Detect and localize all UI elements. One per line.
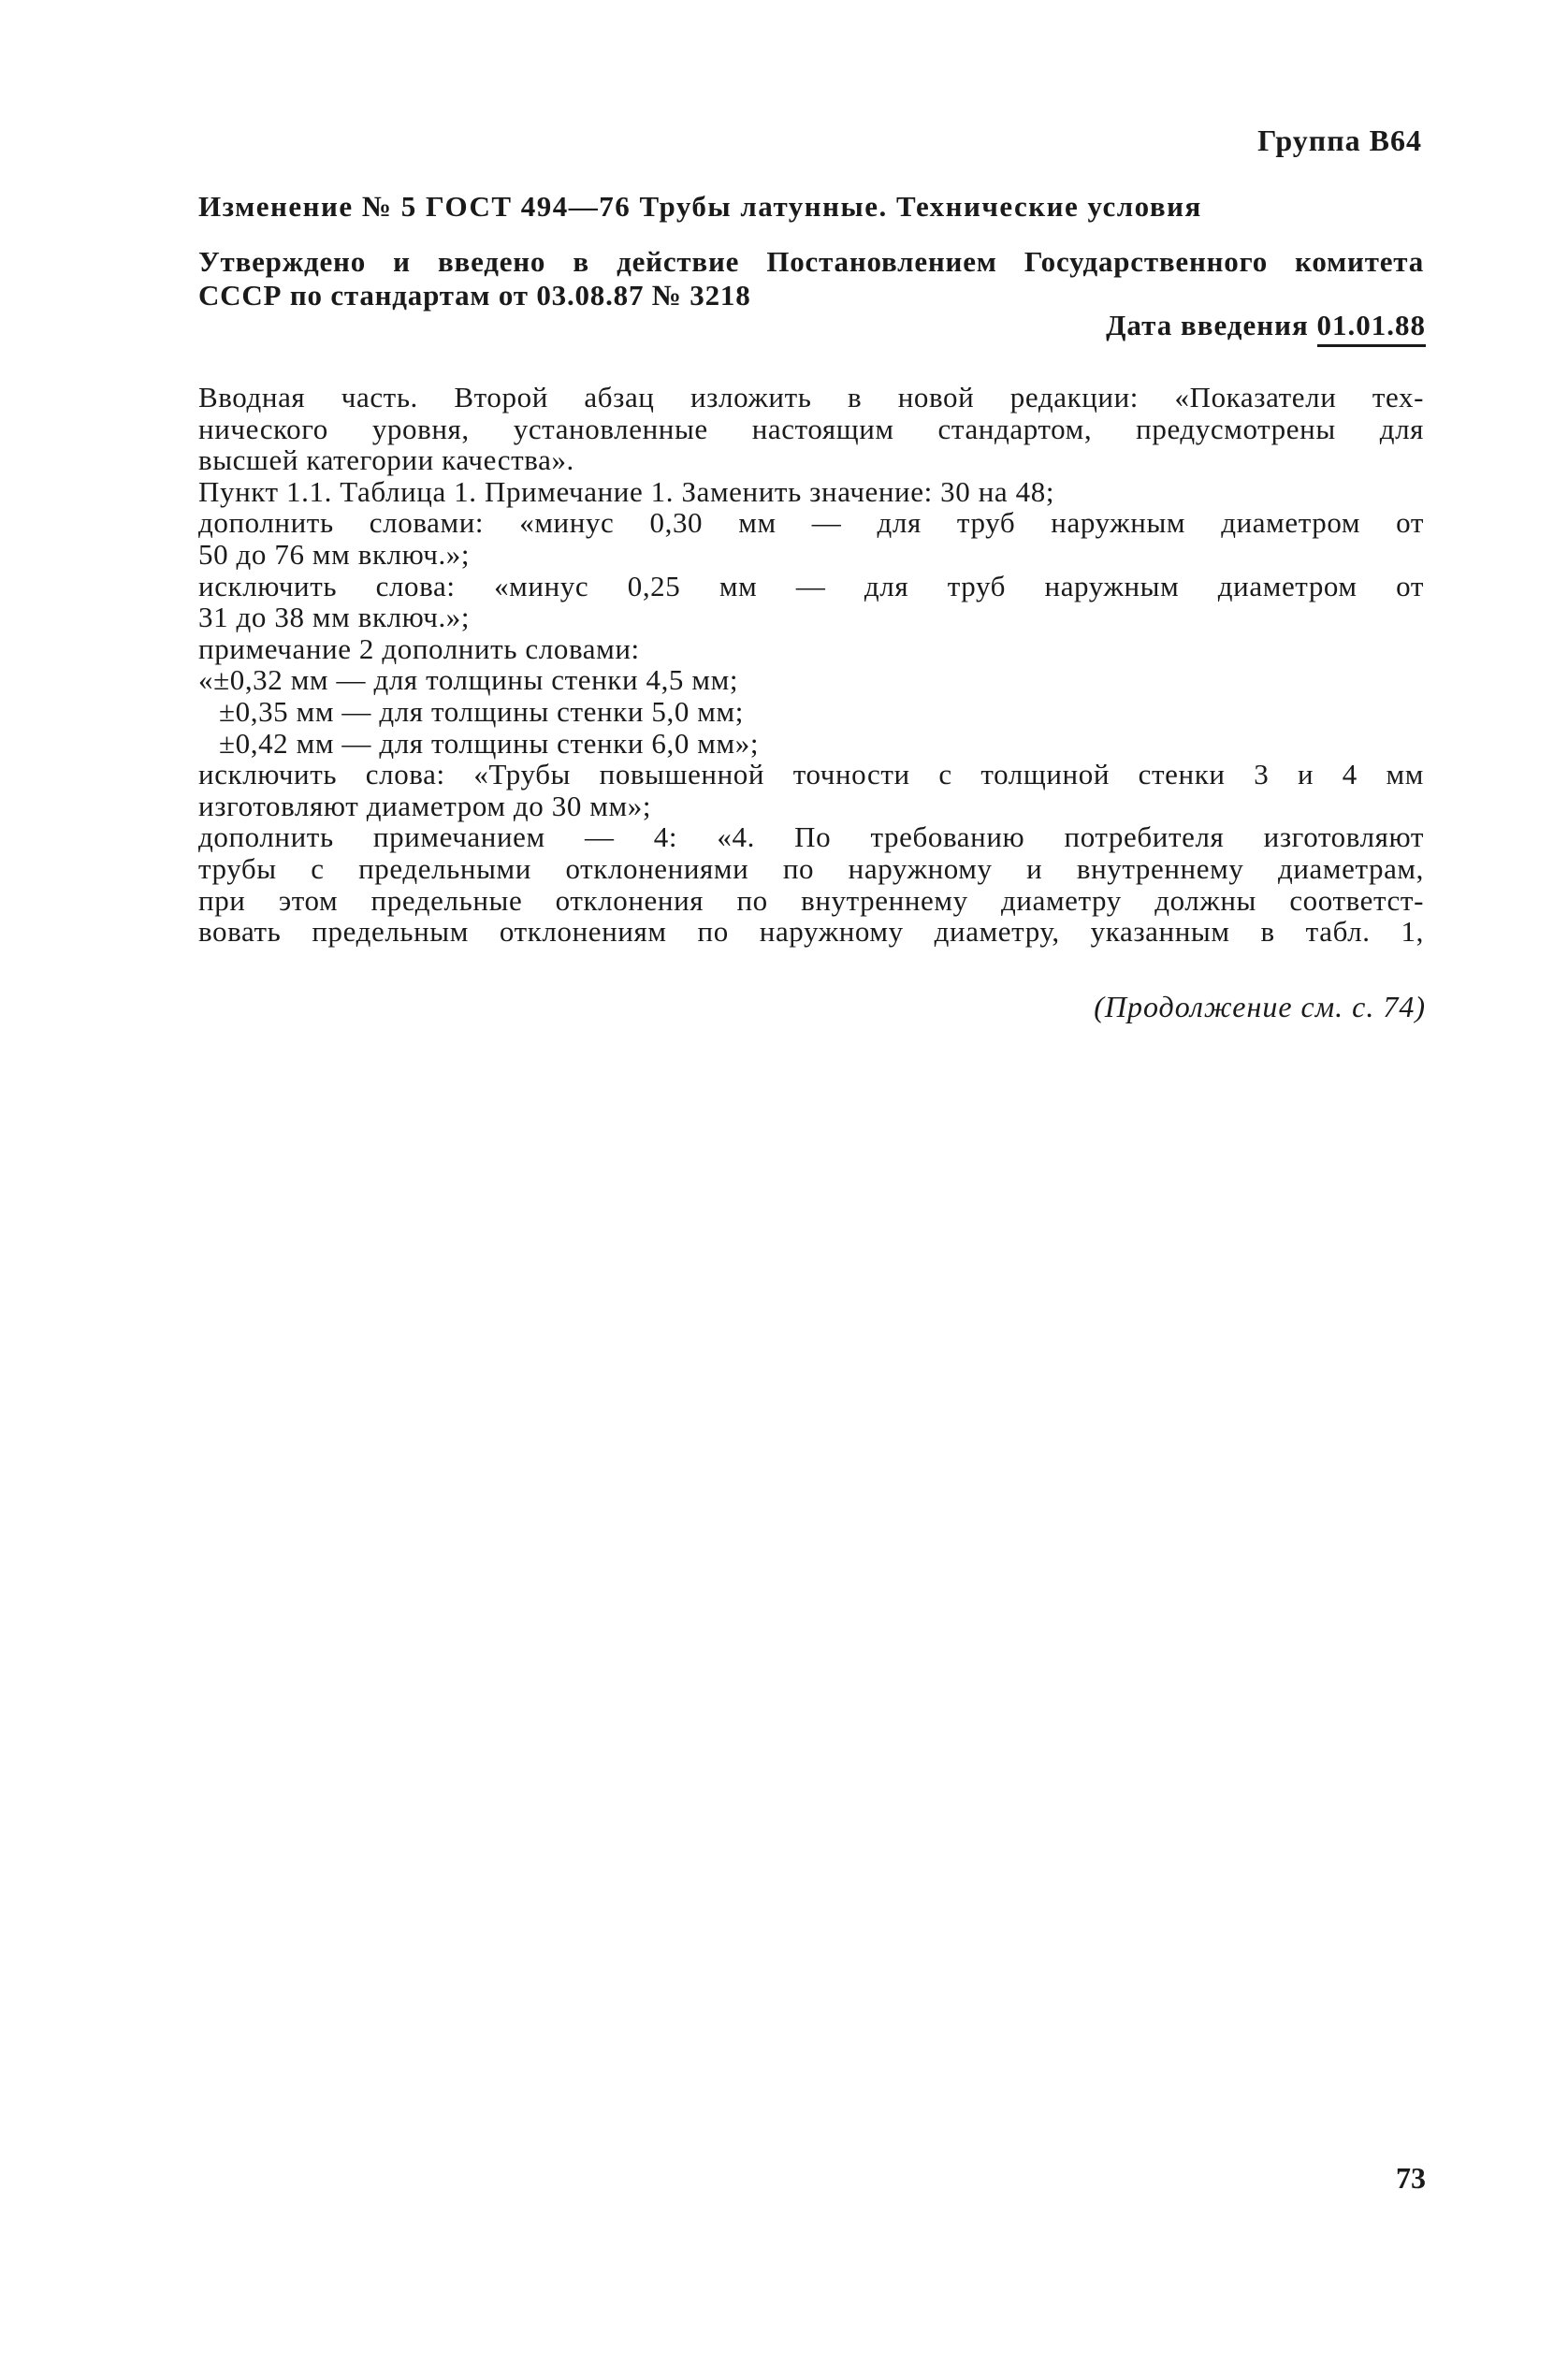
text-line: Вводная часть. Второй абзац изложить в новой редакции: «Показатели тех-: [198, 381, 1424, 413]
text-line: 50 до 76 мм включ.»;: [198, 537, 471, 571]
text-line: «±0,32 мм — для толщины стенки 4,5 мм;: [198, 663, 739, 697]
text-line: ±0,42 мм — для толщины стенки 6,0 мм»;: [219, 726, 760, 760]
text-line: исключить слова: «Трубы повышенной точности с толщиной стенки 3 и 4 мм: [198, 758, 1424, 791]
text-line: исключить слова: «минус 0,25 мм — для труб наружным диаметром от: [198, 569, 1424, 602]
approval-line-2: СССР по стандартам от 03.08.87 № 3218: [198, 279, 751, 312]
intro-date-label: Дата введения: [1106, 309, 1317, 341]
text-line: трубы с предельными отклонениями по наружному и внутреннему диаметрам,: [198, 851, 1424, 885]
group-code: Группа В64: [1257, 123, 1422, 157]
text-line: 31 до 38 мм включ.»;: [198, 601, 471, 634]
text-line: изготовляют диаметром до 30 мм»;: [198, 789, 652, 822]
change-title: Изменение № 5 ГОСТ 494—76 Трубы латунные. Технические условия: [198, 190, 1202, 223]
text-line: Пункт 1.1. Таблица 1. Примечание 1. Заменить значение: 30 на 48;: [198, 474, 1055, 508]
approval-line-1: Утверждено и введено в действие Постановлением Государственного комитета: [198, 245, 1424, 278]
text-line: вовать предельным отклонениям по наружному диаметру, указанным в табл. 1,: [198, 915, 1424, 949]
text-line: высшей категории качества».: [198, 443, 574, 477]
text-line: дополнить словами: «минус 0,30 мм — для труб наружным диаметром от: [198, 506, 1424, 540]
page-number: 73: [1396, 2161, 1426, 2195]
text-line: нического уровня, установленные настоящим стандартом, предусмотрены для: [198, 412, 1424, 445]
continuation-note: (Продолжение см. с. 74): [1094, 990, 1426, 1023]
text-line: примечание 2 дополнить словами:: [198, 631, 640, 665]
body-text: [198, 382, 1424, 948]
text-line: ±0,35 мм — для толщины стенки 5,0 мм;: [219, 694, 744, 728]
text-line: дополнить примечанием — 4: «4. По требованию потребителя изготовляют: [198, 820, 1424, 854]
intro-date-value: 01.01.88: [1317, 309, 1427, 347]
intro-date: [1106, 309, 1426, 342]
approval-statement: [198, 245, 1424, 312]
text-line: при этом предельные отклонения по внутреннему диаметру должны соответст-: [198, 883, 1424, 917]
